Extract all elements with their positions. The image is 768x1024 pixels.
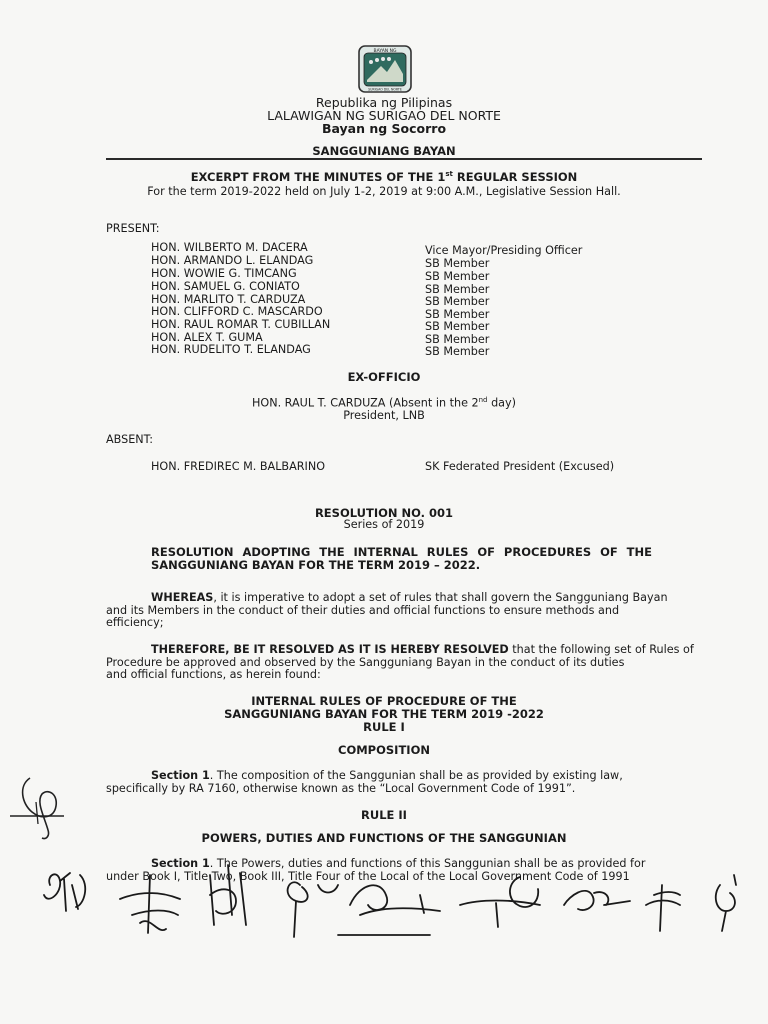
signature-1 <box>44 873 85 911</box>
resolution-title-line1: RESOLUTION ADOPTING THE INTERNAL RULES OF PROCEDURES OF THE <box>151 545 652 559</box>
resolution-series: Series of 2019 <box>343 518 425 531</box>
ex-officio-position: President, LNB <box>343 409 425 422</box>
member-role: SB Member <box>425 308 490 321</box>
member-name: HON. SAMUEL G. CONIATO <box>151 280 300 293</box>
rule-ii-title: POWERS, DUTIES AND FUNCTIONS OF THE SANGGUNIAN <box>201 831 567 845</box>
member-role: SB Member <box>425 333 490 346</box>
member-name: HON. WILBERTO M. DACERA <box>151 241 308 254</box>
municipality-line: Bayan ng Socorro <box>321 121 447 136</box>
municipal-seal-logo <box>357 44 413 94</box>
rule-ii-label: RULE II <box>361 808 407 822</box>
signature-6 <box>460 877 540 927</box>
member-name: HON. MARLITO T. CARDUZA <box>151 293 306 306</box>
signature-8 <box>646 885 680 931</box>
present-label: PRESENT: <box>106 222 160 235</box>
rule-i-label: RULE I <box>363 720 405 734</box>
member-role: SB Member <box>425 345 490 358</box>
signature-5 <box>338 885 440 935</box>
member-role: Vice Mayor/Presiding Officer <box>425 244 583 257</box>
signature-3 <box>210 865 246 925</box>
member-role: SB Member <box>425 295 490 308</box>
rules-heading-line1: INTERNAL RULES OF PROCEDURE OF THE <box>251 694 517 708</box>
member-name: HON. CLIFFORD C. MASCARDO <box>151 305 323 318</box>
svg-text:SURIGAO DEL NORTE: SURIGAO DEL NORTE <box>368 87 402 92</box>
therefore-paragraph: THEREFORE, BE IT RESOLVED AS IT IS HEREBY RESOLVED that the following set of Rules of Procedure be approved and observed by the Sangguniang Bayan in the conduct of its duties and official functions, as herein found: <box>106 643 694 682</box>
absent-name: HON. FREDIREC M. BALBARINO <box>151 460 326 473</box>
member-role: SB Member <box>425 257 490 270</box>
rule-i-title: COMPOSITION <box>338 743 430 757</box>
office-title: SANGGUNIANG BAYAN <box>312 144 456 158</box>
svg-text:BAYAN NG: BAYAN NG <box>373 49 397 54</box>
ex-officio-name: HON. RAUL T. CARDUZA (Absent in the 2nd day) <box>251 396 517 410</box>
signature-4 <box>288 882 338 937</box>
member-role: SB Member <box>425 270 490 283</box>
rules-heading-line2: SANGGUNIANG BAYAN FOR THE TERM 2019 -2022 <box>224 707 544 721</box>
absent-label: ABSENT: <box>106 433 154 446</box>
member-role: SB Member <box>425 283 490 296</box>
excerpt-subtitle: For the term 2019-2022 held on July 1-2, 2019 at 9:00 A.M., Legislative Session Hall. <box>147 185 621 198</box>
member-name: HON. RAUL ROMAR T. CUBILLAN <box>151 318 331 331</box>
margin-initial-signature <box>8 772 68 842</box>
signatures-row <box>0 855 768 965</box>
ex-officio-label: EX-OFFICIO <box>347 370 421 384</box>
member-name: HON. ARMANDO L. ELANDAG <box>151 254 314 267</box>
rule-ii-section-1: Section 1. The Powers, duties and functions of this Sanggunian shall be as provided for under Book I, Title Two, Book III, Title Four of the Local of the Local Government Code of 1991 <box>106 857 646 883</box>
member-name: HON. WOWIE G. TIMCANG <box>151 267 297 280</box>
resolution-title-line2: SANGGUNIANG BAYAN FOR THE TERM 2019 – 2022. <box>151 558 481 572</box>
member-role: SB Member <box>425 320 490 333</box>
header-divider <box>106 158 702 160</box>
member-name: HON. RUDELITO T. ELANDAG <box>151 343 311 356</box>
excerpt-title: EXCERPT FROM THE MINUTES OF THE 1st REGULAR SESSION <box>190 170 578 184</box>
rule-i-section-1: Section 1. The composition of the Sanggunian shall be as provided by existing law, specifically by RA 7160, otherwise known as the “Local Government Code of 1991”. <box>106 769 623 795</box>
absent-role: SK Federated President (Excused) <box>425 460 615 473</box>
republic-line: Republika ng Pilipinas <box>315 95 453 110</box>
resolution-number: RESOLUTION NO. 001 <box>314 506 454 520</box>
signature-9 <box>716 875 736 931</box>
whereas-paragraph: WHEREAS, it is imperative to adopt a set of rules that shall govern the Sangguniang Bayan and its Members in the conduct of their duties and official functions to ensure methods and efficiency; <box>106 591 668 630</box>
member-name: HON. ALEX T. GUMA <box>151 331 263 344</box>
province-line: LALAWIGAN NG SURIGAO DEL NORTE <box>267 108 501 123</box>
signature-2 <box>120 875 180 933</box>
signature-7 <box>564 891 630 910</box>
